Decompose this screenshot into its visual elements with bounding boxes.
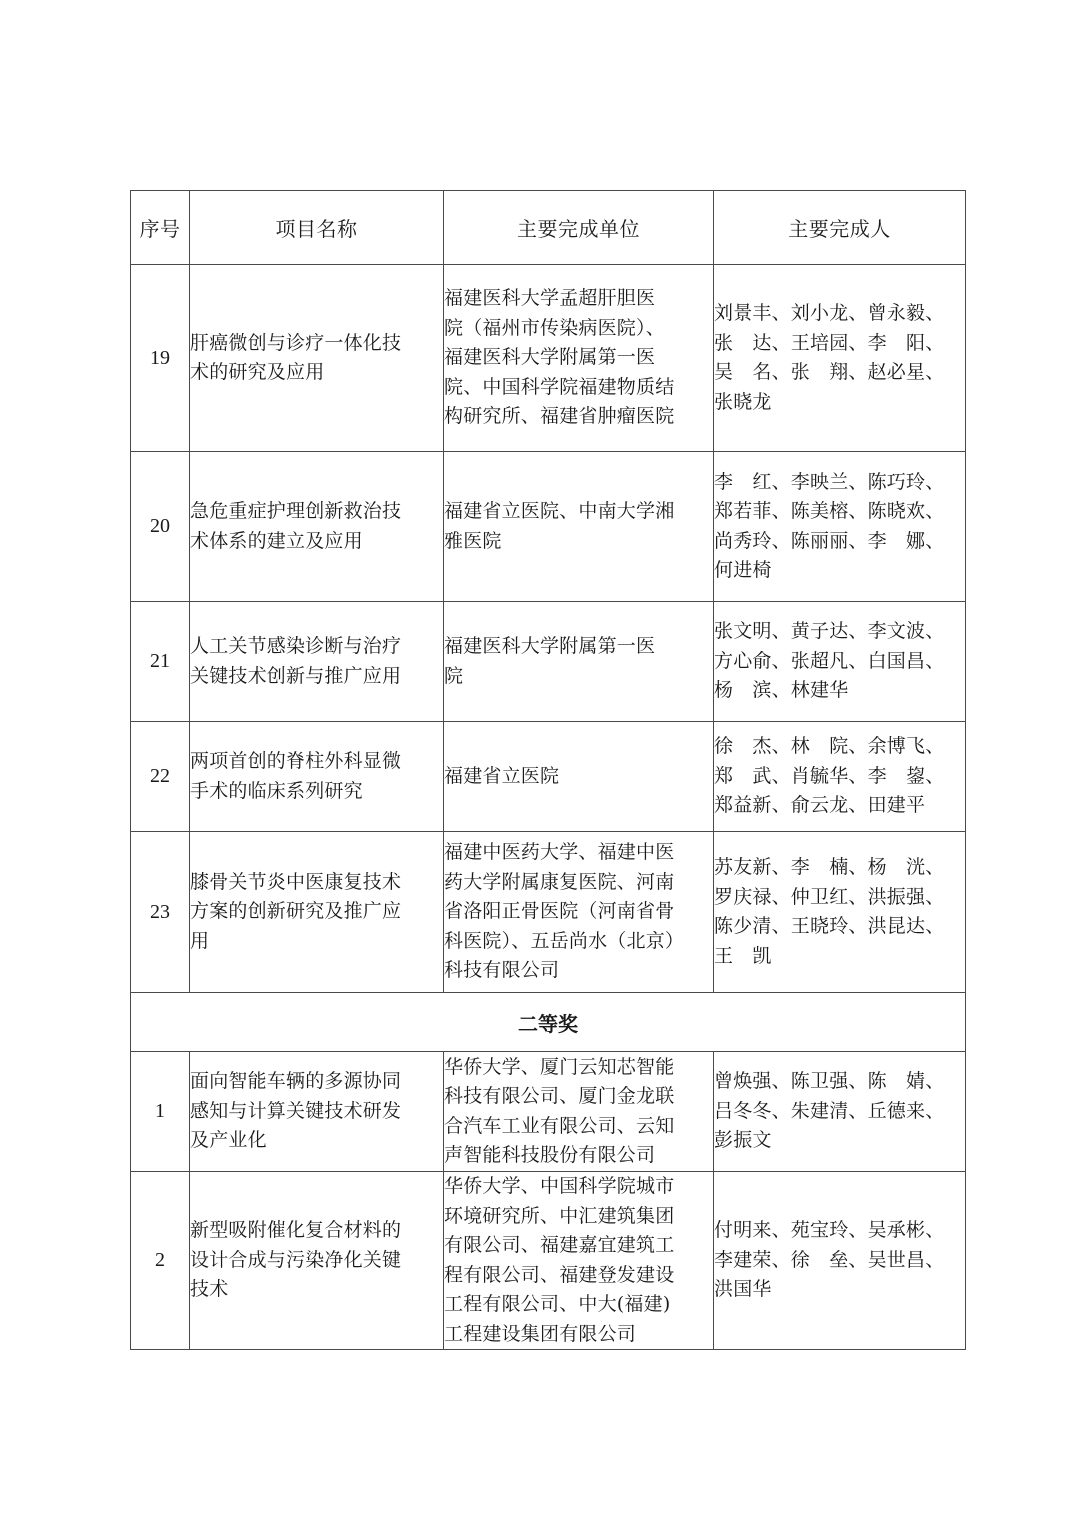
row-seq-number: 1 [131,1052,190,1172]
cell-text-line: 有限公司、福建嘉宜建筑工 [444,1234,675,1256]
main-units-cell [444,832,714,993]
cell-text-line: 尚秀玲、陈丽丽、李 娜、 [714,529,945,552]
main-people-cell [714,1172,966,1350]
cell-text-line: 曾焕强、陈卫强、陈 婧、 [714,1070,945,1093]
cell-text-line: 人工关节感染诊断与治疗 [190,635,402,657]
main-people-cell [714,265,966,452]
project-name-cell [190,722,444,832]
cell-text-line: 彭振文 [714,1129,772,1152]
row-seq-number: 21 [131,602,190,722]
cell-text-line: 张文明、黄子达、李文波、 [714,620,945,643]
main-units-cell [444,1052,714,1172]
header-main-people: 主要完成人 [714,191,966,265]
cell-text-line: 及产业化 [190,1129,267,1152]
main-units-cell [444,1172,714,1350]
main-people-cell [714,452,966,602]
cell-text-line: 工程建设集团有限公司 [444,1322,637,1345]
section-label-second-prize: 二等奖 [131,993,966,1052]
cell-text-line: 两项首创的脊柱外科显微 [190,750,402,772]
project-name-cell [190,452,444,602]
cell-text-line: 付明来、苑宝玲、吴承彬、 [714,1219,945,1242]
cell-text-line: 方心俞、张超凡、白国昌、 [714,649,945,672]
main-people-cell [714,1052,966,1172]
cell-text-line: 郑益新、俞云龙、田建平 [714,794,926,817]
cell-text-line: 关键技术创新与推广应用 [190,664,402,687]
cell-text-line: 膝骨关节炎中医康复技术 [190,870,402,893]
table-row [131,832,966,993]
header-main-units: 主要完成单位 [444,191,714,265]
main-units-cell [444,602,714,722]
cell-text-line: 吕冬冬、朱建清、丘德来、 [714,1099,945,1122]
cell-text-line: 郑若菲、陈美榕、陈晓欢、 [714,500,945,522]
cell-text-line: 院（福州市传染病医院）、 [444,316,665,339]
table-row [131,722,966,832]
cell-text-line: 合汽车工业有限公司、云知 [444,1114,675,1137]
main-people-cell [714,832,966,993]
cell-text-line: 构研究所、福建省肿瘤医院 [444,405,675,428]
second-group-body [131,1052,966,1350]
cell-text-line: 李建荣、徐 垒、吴世昌、 [714,1248,945,1271]
section-row [131,993,966,1052]
row-seq-number: 2 [131,1172,190,1350]
row-seq-number: 22 [131,722,190,832]
cell-text-line: 药大学附属康复医院、河南 [444,870,675,893]
main-people-cell [714,602,966,722]
table-row [131,602,966,722]
table-row [131,265,966,452]
table-row [131,1052,966,1172]
cell-text-line: 手术的临床系列研究 [190,779,363,802]
table-header-row [131,191,966,265]
cell-text-line: 刘景丰、刘小龙、曾永毅、 [714,302,945,324]
cell-text-line: 术体系的建立及应用 [190,529,363,552]
cell-text-line: 声智能科技股份有限公司 [444,1144,656,1166]
cell-text-line: 福建省立医院、中南大学湘 [444,500,675,522]
cell-text-line: 郑 武、肖毓华、李 鋆、 [714,764,945,787]
header-project-name: 项目名称 [190,191,444,265]
cell-text-line: 徐 杰、林 院、余博飞、 [714,735,945,758]
cell-text-line: 吴 名、张 翔、赵必星、 [714,361,945,383]
cell-text-line: 罗庆禄、仲卫红、洪振强、 [714,885,945,908]
awards-table [130,190,966,1350]
main-units-cell [444,722,714,832]
cell-text-line: 雅医院 [444,529,502,552]
cell-text-line: 用 [190,929,210,952]
cell-text-line: 福建中医药大学、福建中医 [444,841,675,864]
cell-text-line: 程有限公司、福建登发建设 [444,1263,675,1286]
cell-text-line: 环境研究所、中汇建筑集团 [444,1204,675,1227]
cell-text-line: 洪国华 [714,1278,772,1301]
first-group-body [131,265,966,993]
cell-text-line: 张晓龙 [714,390,772,413]
cell-text-line: 院、中国科学院福建物质结 [444,375,675,398]
cell-text-line: 华侨大学、中国科学院城市 [444,1175,675,1197]
project-name-cell [190,602,444,722]
cell-text-line: 何进椅 [714,559,772,581]
cell-text-line: 王 凯 [714,944,772,967]
cell-text-line: 科医院）、五岳尚水（北京） [444,929,685,952]
cell-text-line: 新型吸附催化复合材料的 [190,1219,402,1242]
cell-text-line: 院 [444,664,464,687]
cell-text-line: 科技有限公司、厦门金龙联 [444,1085,675,1107]
row-seq-number: 19 [131,265,190,452]
cell-text-line: 福建医科大学附属第一医 [444,635,656,657]
main-units-cell [444,452,714,602]
project-name-cell [190,832,444,993]
cell-text-line: 感知与计算关键技术研发 [190,1099,402,1122]
cell-text-line: 陈少清、王晓玲、洪昆达、 [714,915,945,937]
cell-text-line: 面向智能车辆的多源协同 [190,1070,402,1093]
cell-text-line: 省洛阳正骨医院（河南省骨 [444,900,675,923]
cell-text-line: 福建医科大学孟超肝胆医 [444,287,656,310]
cell-text-line: 方案的创新研究及推广应 [190,900,402,923]
cell-text-line: 急危重症护理创新救治技 [190,500,402,522]
cell-text-line: 工程有限公司、中大(福建) [444,1293,671,1315]
cell-text-line: 苏友新、李 楠、杨 洸、 [714,856,945,878]
cell-text-line: 华侨大学、厦门云知芯智能 [444,1055,675,1078]
cell-text-line: 设计合成与污染净化关键 [190,1248,402,1271]
cell-text-line: 福建医科大学附属第一医 [444,346,656,369]
cell-text-line: 张 达、王培园、李 阳、 [714,331,945,354]
table-row [131,452,966,602]
cell-text-line: 杨 滨、林建华 [714,679,849,702]
cell-text-line: 肝癌微创与诊疗一体化技 [190,331,402,354]
cell-text-line: 李 红、李映兰、陈巧玲、 [714,470,945,493]
project-name-cell [190,1052,444,1172]
cell-text-line: 术的研究及应用 [190,361,325,383]
project-name-cell [190,265,444,452]
table-row [131,1172,966,1350]
cell-text-line: 技术 [190,1278,229,1301]
cell-text-line: 福建省立医院 [444,764,560,787]
header-seq: 序号 [131,191,190,265]
main-people-cell [714,722,966,832]
section-body [131,993,966,1052]
project-name-cell [190,1172,444,1350]
main-units-cell [444,265,714,452]
row-seq-number: 20 [131,452,190,602]
cell-text-line: 科技有限公司 [444,959,560,982]
row-seq-number: 23 [131,832,190,993]
